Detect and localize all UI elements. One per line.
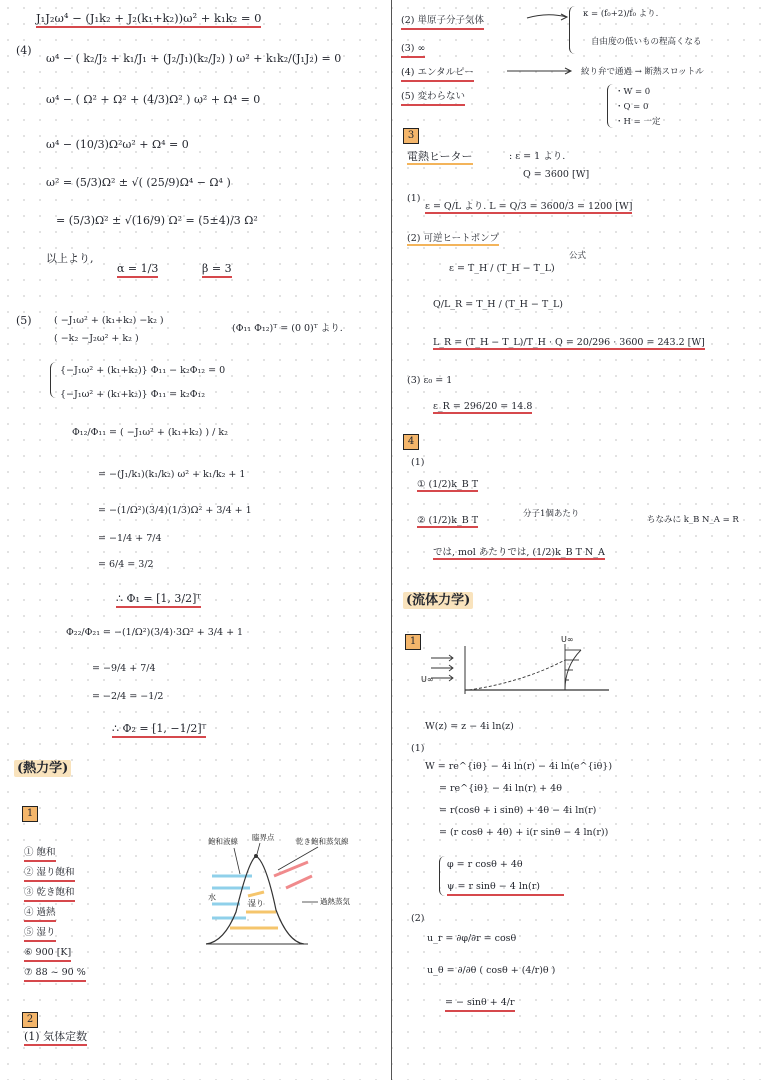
heater-eq: : ε = 1 より. — [509, 151, 566, 162]
answer-r4: (4) エンタルピー — [401, 66, 474, 82]
k-answer-a — [417, 478, 478, 491]
h2-heading — [407, 232, 499, 245]
box-4: 4 — [403, 434, 419, 450]
ratio-line-4: = 6/4 = 3/2 — [98, 559, 154, 570]
boundary-layer-figure — [423, 636, 613, 702]
thermo-box-2: 2 — [22, 1012, 38, 1028]
r4-note: 絞り弁で通過 → 断熱スロットル — [581, 67, 704, 77]
thermo-answer-5: ⑤ 湿り — [24, 926, 56, 942]
saturation-dome-diagram — [196, 832, 380, 952]
ratio-line-3: = −1/4 + 7/4 — [98, 533, 162, 544]
thermo-box-1: 1 — [22, 806, 38, 822]
ratio-line-2: = −(1/Ω²)(3/4)(1/3)Ω² + 3/4 + 1 — [98, 505, 252, 516]
label-superheated-vapor: 過熱蒸気 — [320, 897, 350, 906]
alpha-result: α = 1/3 — [117, 262, 158, 278]
column-divider — [391, 0, 392, 1080]
ratio-line-1: = −(J₁/k₁)(k₁/k₂) ω² + k₁/k₂ + 1 — [98, 469, 246, 480]
q4-label: (4) — [16, 44, 32, 57]
q4-line-5: = (5/3)Ω² ± √(16/9) Ω² = (5±4)/3 Ω² — [56, 214, 258, 227]
f2-line-c: = − sinθ + 4/r — [445, 996, 515, 1012]
thermo-answer-7: ⑦ 88 ~ 90 % — [24, 966, 86, 982]
f2-label: (2) — [411, 913, 425, 924]
label-wet: 湿り — [248, 899, 264, 908]
q4-conclusion: 以上より, — [46, 252, 94, 265]
stream-function: ψ = r sinθ − 4 ln(r) — [447, 880, 564, 896]
heater-row — [407, 150, 473, 163]
r5-brace — [607, 84, 614, 128]
q5-label: (5) — [16, 314, 32, 327]
thermo-answer-4: ④ 過熱 — [24, 906, 56, 922]
h2-c — [433, 336, 705, 349]
pointer-saturated-liquid — [234, 848, 240, 874]
heater-q: Q = 3600 [W] — [523, 169, 590, 180]
q5-system-2: {−J₁ω² + (k₁+k₂)} Φ₁₁ = k₂Φ₁₂ — [60, 389, 206, 400]
f1-line-d: = (r cosθ + 4θ) + i(r sinθ − 4 ln(r)) — [439, 827, 609, 838]
right-column — [393, 0, 764, 1080]
h3-result: ε_R = 296/20 = 14.8 — [433, 401, 533, 412]
r5-item-q: ・Q = 0 — [615, 102, 649, 112]
thermo-answer-6: ⑥ 900 [K] — [24, 946, 71, 962]
system-brace — [50, 362, 57, 398]
top-equation: J₁J₂ω⁴ − (J₁k₂ + J₂(k₁+k₂))ω² + k₁k₂ = 0 — [36, 12, 261, 28]
thermo-title: (熱力学) — [14, 760, 71, 777]
r4-arrow — [507, 66, 577, 76]
f2-line-b: u_θ = ∂/∂θ ( cosθ + (4/r)θ ) — [427, 965, 556, 976]
r2-note-brace — [569, 6, 576, 54]
matrix-row-2: ( −k₂ −J₂ω² + k₂ ) — [54, 333, 139, 344]
wet-stripe-1 — [248, 892, 264, 896]
label-saturated-vapor-line: 乾き飽和蒸気線 — [296, 837, 349, 846]
ratio-line-0: Φ₁₂/Φ₁₁ = ( −J₁ω² + (k₁+k₂) ) / k₂ — [72, 427, 228, 438]
label-u-infinity-top: U∞ — [561, 635, 574, 644]
h3-eq — [433, 400, 532, 413]
complex-potential: W(z) = z − 4i ln(z) — [425, 721, 514, 732]
f1-line-b: = re^{iθ} − 4i ln(r) + 4θ — [439, 783, 562, 794]
f1-line-c: = r(cosθ + i sinθ) + 4θ − 4i ln(r) — [439, 805, 597, 816]
k1-label: (1) — [411, 457, 425, 468]
k-answer-c — [433, 546, 605, 559]
k-aside-note: ちなみに k_B N_A = R — [647, 515, 739, 525]
answer-r3: (3) ∞ — [401, 42, 425, 58]
pointer-critical — [257, 843, 260, 854]
fluid-title: (流体力学) — [403, 592, 473, 609]
f1-line-a: W = re^{iθ} − 4i ln(r) − 4i ln(e^{iθ}) — [425, 761, 613, 772]
label-saturated-liquid-line: 飽和液線 — [208, 837, 238, 846]
ratio2-line-2: = −2/4 = −1/2 — [92, 691, 164, 702]
h2-result: L_R = (T_H − T_L)/T_H · Q = 20/296 · 3600 = 243.2 [W] — [433, 337, 705, 348]
r5-item-h: ・H = 一定 — [615, 117, 661, 127]
k-answer-b — [417, 514, 478, 527]
thermo-answer-1: ① 飽和 — [24, 846, 56, 862]
heater-label: 電熱ヒーター — [407, 150, 473, 163]
k-per-molecule-note: 分子1個あたり — [523, 509, 580, 519]
q4-line-3: ω⁴ − (10/3)Ω²ω² + Ω⁴ = 0 — [46, 138, 189, 151]
answer-r2: (2) 単原子分子気体 — [401, 14, 484, 30]
matrix-row-1: ( −J₁ω² + (k₁+k₂) −k₂ ) — [54, 315, 164, 326]
thermo-answer-2: ② 湿り飽和 — [24, 866, 75, 882]
r5-item-w: ・W = 0 — [615, 87, 651, 97]
fluid-section — [403, 594, 473, 607]
h2-label: (2) 可逆ヒートポンプ — [407, 233, 500, 244]
fluid-box-1: 1 — [405, 634, 421, 650]
ratio2-line-1: = −9/4 + 7/4 — [92, 663, 156, 674]
diagram-stripes — [212, 862, 312, 928]
label-water: 水 — [208, 893, 216, 902]
label-critical-point: 臨界点 — [252, 833, 275, 842]
mode-2-result: ∴ Φ₂ = [1, −1/2]ᵀ — [112, 722, 206, 738]
h1-result: ε = Q/L より. L = Q/3 = 3600/3 = 1200 [W] — [425, 201, 633, 212]
q4-line-2: ω⁴ − ( Ω² + Ω² + (4/3)Ω² ) ω² + Ω⁴ = 0 — [46, 93, 261, 106]
r2-note: κ = (f₀+2)/f₀ より. — [583, 9, 659, 19]
q4-line-4: ω² = (5/3)Ω² ± √( (25/9)Ω⁴ − Ω⁴ ) — [46, 176, 231, 189]
superheat-stripe-2 — [286, 876, 312, 888]
h1-label: (1) — [407, 193, 421, 204]
velocity-potential: φ = r cosθ + 4θ — [447, 859, 523, 870]
k-answer-a-value: ① (1/2)k_B T — [417, 479, 479, 490]
r2-note-2: 自由度の低いもの程高くなる — [591, 37, 702, 47]
mode-1-result: ∴ Φ₁ = [1, 3/2]ᵀ — [116, 592, 201, 608]
gas-constant-answer: (1) 気体定数 — [24, 1030, 87, 1046]
box-3: 3 — [403, 128, 419, 144]
beta-result: β = 3 — [202, 262, 232, 278]
velocity-profile — [565, 644, 581, 690]
k-answer-b-value: ② (1/2)k_B T — [417, 515, 479, 526]
f2-line-a: u_r = ∂φ/∂r = cosθ — [427, 933, 517, 944]
potential-brace — [439, 856, 446, 896]
h1-eq — [425, 200, 632, 213]
answer-r5: (5) 変わらない — [401, 90, 465, 106]
incoming-flow-arrows — [431, 655, 453, 681]
label-u-infinity-left: U∞ — [421, 675, 434, 684]
q5-system-1: {−J₁ω² + (k₁+k₂)} Φ₁₁ − k₂Φ₁₂ = 0 — [60, 365, 226, 376]
k-answer-c-value: では, mol あたりでは, (1/2)k_B T N_A — [433, 547, 605, 558]
ratio2-line-0: Φ₂₂/Φ₂₁ = −(1/Ω²)(3/4)·3Ω² + 3/4 + 1 — [66, 627, 244, 638]
r2-arrow — [527, 12, 569, 22]
h3-label: (3) ε₀ = 1 — [407, 375, 453, 386]
mode-vector: (Φ₁₁ Φ₁₂)ᵀ = (0 0)ᵀ より. — [232, 323, 343, 334]
thermo-section — [14, 762, 71, 775]
f1-label: (1) — [411, 743, 425, 754]
h2-formula-note: 公式 — [569, 251, 587, 261]
boundary-layer-edge — [469, 660, 565, 690]
critical-point-marker — [254, 854, 258, 858]
q4-line-1: ω⁴ − ( k₂/J₂ + k₁/J₁ + (J₂/J₁)(k₂/J₂) ) ω² + k₁k₂/(J₁J₂) = 0 — [46, 52, 342, 65]
h2-a: ε = T_H / (T_H − T_L) — [449, 263, 555, 274]
thermo-answer-3: ③ 乾き飽和 — [24, 886, 75, 902]
h2-b: Q/L_R = T_H / (T_H − T_L) — [433, 299, 563, 310]
